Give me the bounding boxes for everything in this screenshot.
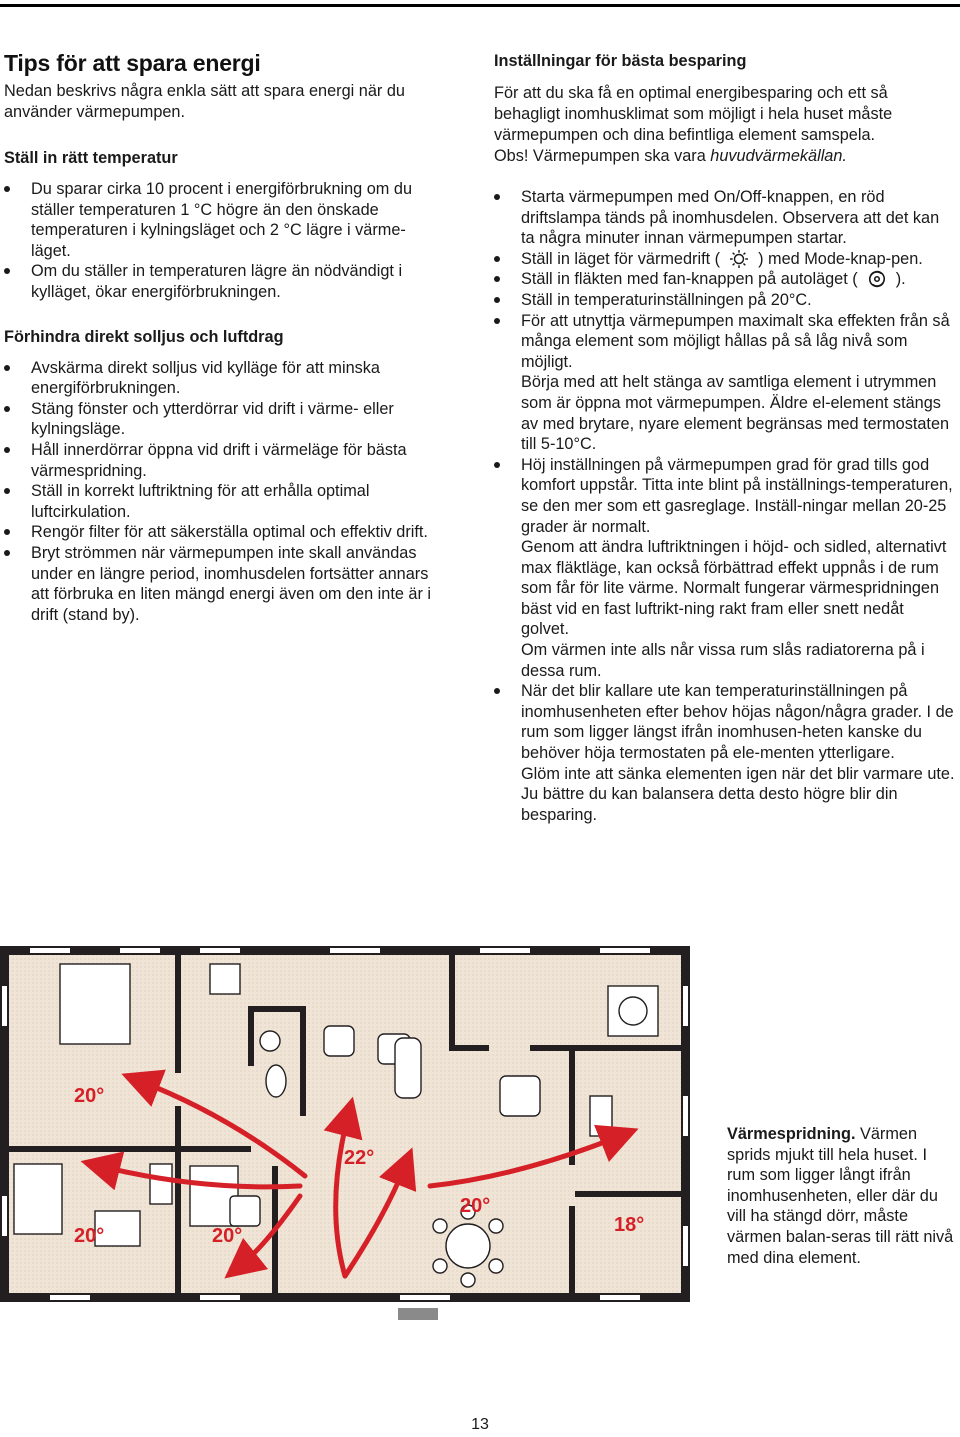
bullet-icon (494, 297, 500, 303)
list-item: Starta värmepumpen med On/Off-knappen, en röd driftslampa tänds på inomhusdelen. Observera att det kan ta några minuter innan värmepumpen startar. (494, 187, 956, 249)
sun-icon (720, 250, 758, 268)
temp-label: 20° (74, 1225, 105, 1247)
caption-text: Värmen sprids mjukt till hela huset. I rum som ligger långt ifrån inomhusenheten, eller där du vill ha stängd dörr, måste värmen balan-seras till rätt nivå med dina element. (727, 1125, 954, 1267)
left-column (4, 44, 466, 625)
list-item: För att utnyttja värmepumpen maximalt ska effekten från så många element som möjligt hållas på så låg nivå som möjligt. Börja med att helt stänga av samtliga element i utrymmen som är öppna mot värmepumpen. Äldre el-element stängs av med brytare, nyare element begränsas med termostaten till 5-10°C. (494, 311, 956, 455)
list-item: Rengör filter för att säkerställa optimal och effektiv drift. (4, 522, 444, 543)
bullet-icon (494, 194, 500, 200)
list-item: Om du ställer in temperaturen lägre än nödvändigt i kylläget, ökar energiförbrukningen. (4, 261, 444, 302)
temp-label: 20° (460, 1195, 491, 1217)
bullet-icon (494, 256, 500, 262)
entrance-step (398, 1308, 438, 1320)
section-heading-temperature: Ställ in rätt temperatur (4, 149, 178, 167)
list-item: Ställ in läget för värmedrift ( ) med Mode-knap-pen. (494, 249, 956, 270)
list-item: Du sparar cirka 10 procent i energiförbrukning om du ställer temperaturen 1 °C högre än den önskade temperaturen i kylningsläget och 2 °C lägre i värme-läget. (4, 179, 444, 261)
list-item: När det blir kallare ute kan temperaturinställningen på inomhusenheten efter behov höjas någon/några grader. I de rum som ligger längst ifrån inomhusen-heten kanske du behöver höja termostaten på ele-menten ytterligare. Glöm inte att sänka elementen igen när det blir varmare ute. Ju bättre du kan balansera detta desto högre blir din besparing. (494, 681, 956, 825)
temp-label: 20° (74, 1085, 105, 1107)
temp-label: 20° (212, 1225, 243, 1247)
bullet-icon (494, 318, 500, 324)
list-item: Ställ in korrekt luftriktning för att erhålla optimal luftcirkulation. (4, 481, 444, 522)
list-item: Ställ in fläkten med fan-knappen på autoläget ( ). (494, 269, 956, 290)
list-item: Höj inställningen på värmepumpen grad för grad tills god komfort uppstår. Titta inte blint på inställnings-temperaturen, se den mer som ett gasreglage. Inställ-ningar mellan 20-25 grader är normalt. Genom att ändra luftriktningen i höjd- och sidled, alternativt max fläktläge, kan också förbättrad effekt uppnås i de rum som får för lite värme. Normalt fungerar värmespridningen bäst vid en fast luftrikt-ning rakt fram eller snett nedåt golvet. Om värmen inte alls når vissa rum slås radiatorerna på i dessa rum. (494, 455, 956, 682)
list-item: Avskärma direkt solljus vid kylläge för att minska energiförbrukningen. (4, 358, 444, 399)
settings-list (494, 187, 956, 825)
floor-plan (0, 946, 690, 1371)
temperature-list (4, 179, 444, 303)
intro-text: Nedan beskrivs några enkla sätt att spara energi när du använder värmepumpen. (4, 82, 405, 121)
list-item: Håll innerdörrar öppna vid drift i värmeläge för bästa värmespridning. (4, 440, 444, 481)
bullet-icon (494, 462, 500, 468)
bullet-icon (4, 550, 10, 556)
top-rule (0, 4, 960, 7)
section-heading-settings: Inställningar för bästa besparing (494, 52, 747, 70)
bullet-icon (4, 529, 10, 535)
plan-caption (727, 1124, 957, 1268)
fan-auto-icon (858, 270, 896, 288)
page-title: Tips för att spara energi (4, 50, 261, 76)
right-column (494, 51, 956, 825)
temp-label: 22° (344, 1147, 375, 1169)
bullet-icon (494, 276, 500, 282)
list-item: Stäng fönster och ytterdörrar vid drift i värme- eller kylningsläge. (4, 399, 444, 440)
bullet-icon (4, 365, 10, 371)
bullet-icon (4, 186, 10, 192)
temp-label: 18° (614, 1214, 645, 1236)
bullet-icon (4, 447, 10, 453)
section-heading-sunlight: Förhindra direkt solljus och luftdrag (4, 327, 284, 346)
page-number: 13 (471, 1416, 489, 1433)
sunlight-list (4, 358, 444, 626)
list-item: Bryt strömmen när värmepumpen inte skall användas under en längre period, inomhusdelen fortsätter annars att förbruka en liten mängd energi även om den inte är i drift (stand by). (4, 543, 444, 625)
bullet-icon (4, 268, 10, 274)
bullet-icon (4, 488, 10, 494)
list-item: Ställ in temperaturinställningen på 20°C. (494, 290, 956, 311)
bullet-icon (494, 688, 500, 694)
bullet-icon (4, 406, 10, 412)
settings-intro: För att du ska få en optimal energibesparing och ett så behagligt inomhusklimat som möjligt i hela huset måste värmepumpen och dina befintliga element samspela. Obs! Värmepumpen ska vara huvudvärmekällan. (494, 84, 893, 165)
caption-title: Värmespridning. (727, 1125, 856, 1143)
